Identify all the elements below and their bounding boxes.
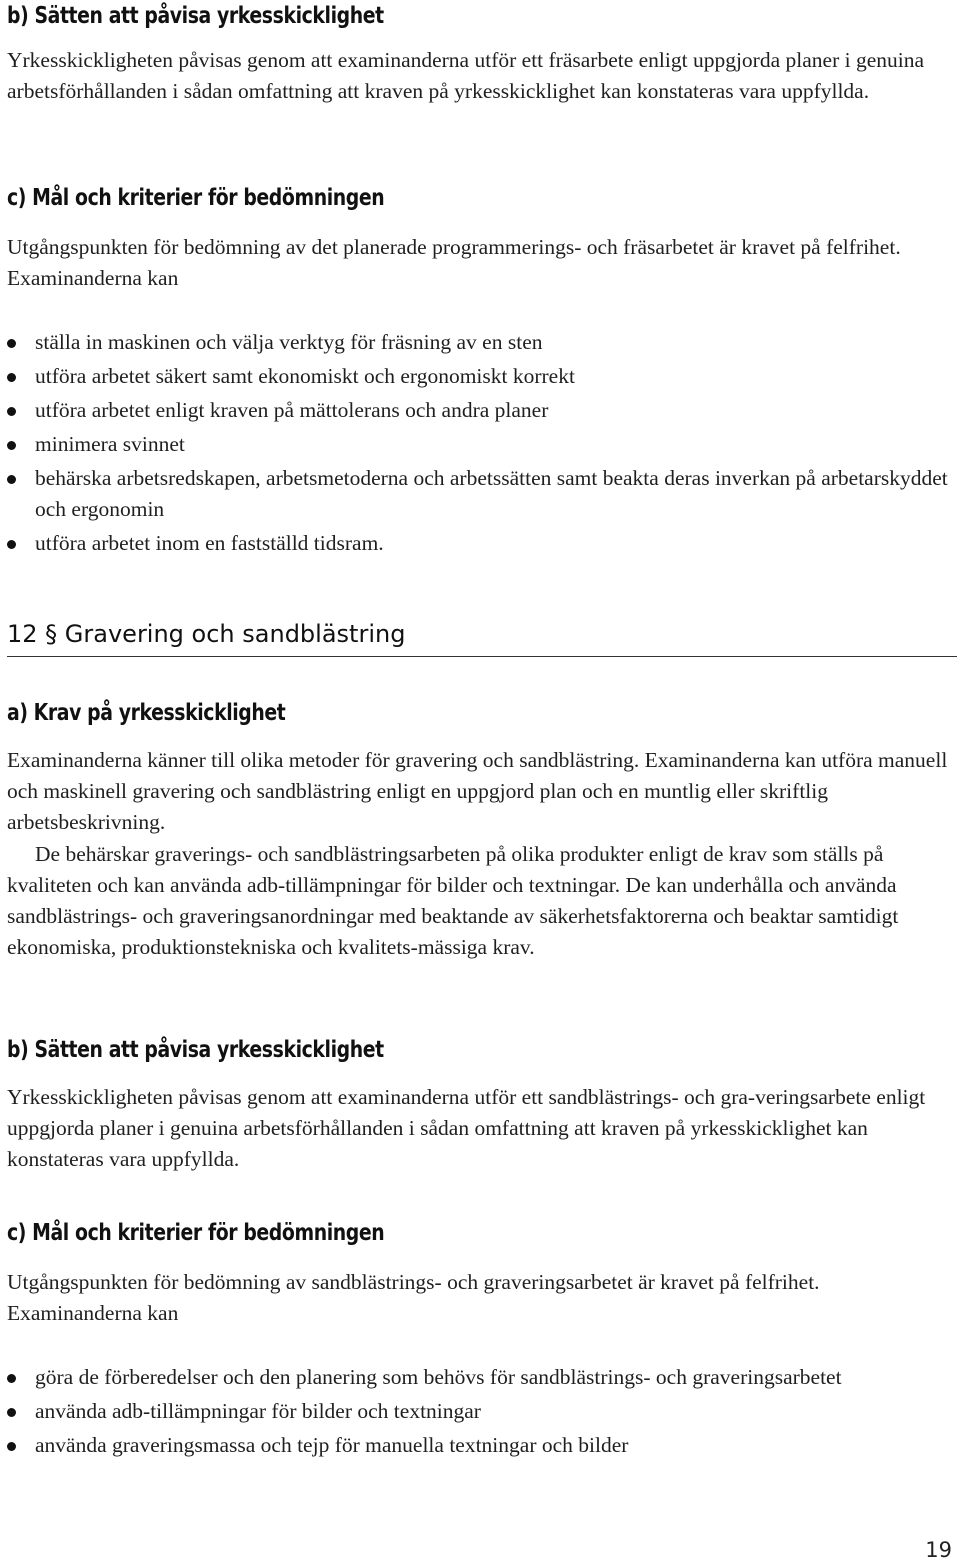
list-item: utföra arbetet inom en fastställd tidsram. [7, 528, 953, 559]
list-item: behärska arbetsredskapen, arbetsmetoderna och arbetssätten samt beakta deras inverkan på arbetarskyddet och ergonomin [7, 463, 953, 525]
page-number: 19 [925, 1538, 952, 1562]
paragraph-a-continued: De behärskar graverings- och sandblästringsarbeten på olika produkter enligt de krav som ställs på kvaliteten och kan använda adb-tillämpningar för bilder och textningar. De kan underhålla och använda sandblästrings- och graveringsanordningar med beaktande av säkerhetsfaktorerna och beaktar samtidigt ekonomiska, produktionstekniska och kvalitets-mässiga krav. [7, 842, 899, 959]
paragraph-b-methods-2: Yrkesskickligheten påvisas genom att examinanderna utför ett sandblästrings- och gra-veringsarbete enligt uppgjorda planer i genuina arbetsförhållanden i sådan omfattning att kraven på yrkesskicklighet kan konstateras vara uppfyllda. [7, 1085, 926, 1171]
list-item: utföra arbetet säkert samt ekonomiskt och ergonomiskt korrekt [7, 361, 953, 392]
bullet-icon [7, 1442, 16, 1451]
list-item: ställa in maskinen och välja verktyg för fräsning av en sten [7, 327, 953, 358]
bullet-icon [7, 540, 16, 549]
criteria-bullet-list-2 [7, 1362, 953, 1464]
paragraph-c-criteria-2: Utgångspunkten för bedömning av sandblästrings- och graveringsarbetet är kravet på felfrihet. Examinanderna kan [7, 1270, 820, 1325]
section-heading [7, 618, 957, 657]
heading-b-methods-2: b) Sätten att påvisa yrkesskicklighet [7, 1037, 384, 1063]
heading-a-requirements: a) Krav på yrkesskicklighet [7, 700, 286, 726]
bullet-icon [7, 1374, 16, 1383]
heading-b-methods: b) Sätten att påvisa yrkesskicklighet [7, 3, 384, 29]
bullet-icon [7, 339, 16, 348]
bullet-icon [7, 373, 16, 382]
heading-c-criteria: c) Mål och kriterier för bedömningen [7, 185, 385, 211]
paragraph-a-requirements: Examinanderna känner till olika metoder för gravering och sandblästring. Examinanderna kan utföra manuell och maskinell gravering och sandblästring enligt en uppgjord plan och en muntlig eller skriftlig arbetsbeskrivning. [7, 748, 948, 834]
list-item: utföra arbetet enligt kraven på mättolerans och andra planer [7, 395, 953, 426]
paragraph-b-methods: Yrkesskickligheten påvisas genom att examinanderna utför ett fräsarbete enligt uppgjorda planer i genuina arbetsförhållanden i sådan omfattning att kraven på yrkesskicklighet kan konstateras vara uppfyllda. [7, 48, 925, 103]
section-title: 12 § Gravering och sandblästring [7, 620, 406, 648]
heading-c-criteria-2: c) Mål och kriterier för bedömningen [7, 1220, 385, 1246]
bullet-icon [7, 407, 16, 416]
criteria-bullet-list [7, 327, 953, 562]
bullet-icon [7, 441, 16, 450]
bullet-icon [7, 1408, 16, 1417]
list-item: minimera svinnet [7, 429, 953, 460]
list-item: göra de förberedelser och den planering som behövs för sandblästrings- och graveringsarbetet [7, 1362, 953, 1393]
paragraph-c-criteria: Utgångspunkten för bedömning av det planerade programmerings- och fräsarbetet är kravet på felfrihet. Examinanderna kan [7, 235, 901, 290]
list-item: använda graveringsmassa och tejp för manuella textningar och bilder [7, 1430, 953, 1461]
list-item: använda adb-tillämpningar för bilder och textningar [7, 1396, 953, 1427]
bullet-icon [7, 475, 16, 484]
